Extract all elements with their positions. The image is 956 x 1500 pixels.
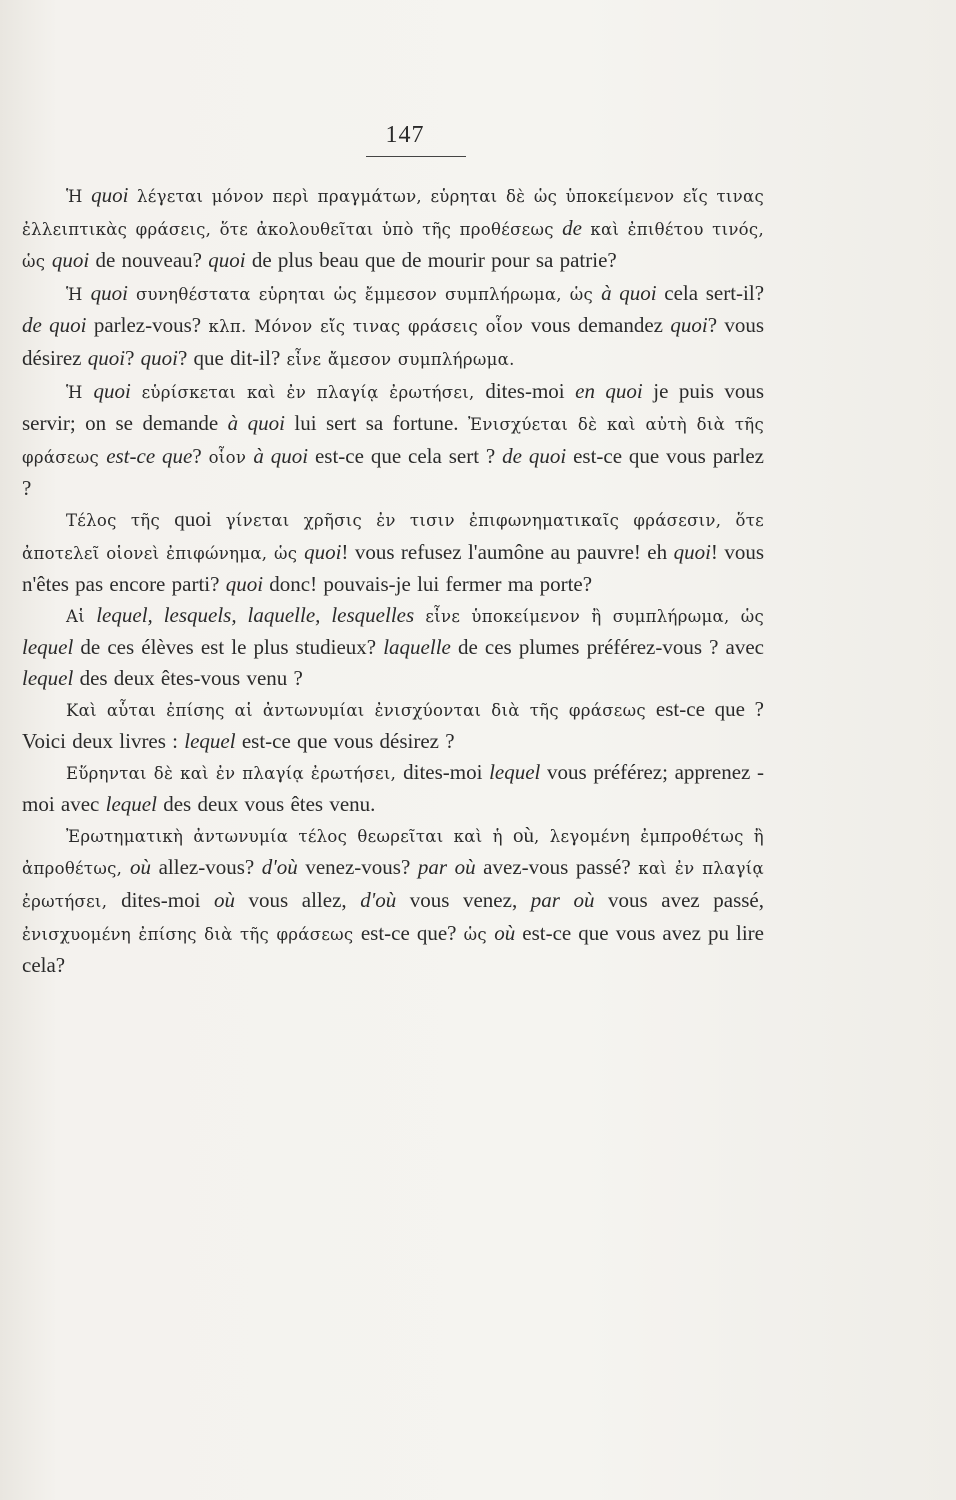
paragraph [22, 694, 764, 757]
italic-term: lequel, lesquels, laquelle, lesquelles [96, 602, 415, 627]
italic-term: lequel [489, 759, 541, 784]
greek-text: Εὕρηνται δὲ καὶ ἐν πλαγίᾳ ἐρωτήσει, [66, 763, 404, 783]
italic-term: où [494, 920, 516, 945]
italic-term: d'où [360, 888, 397, 913]
greek-text: Τέλος τῆς [66, 510, 175, 530]
french-text: parlez-vous? [86, 313, 209, 338]
french-text: de plus beau que de mourir pour sa patrie? [245, 248, 617, 273]
italic-term: quoi [670, 313, 708, 338]
greek-text: εἶνε ἄμεσον συμπλήρωμα. [286, 349, 515, 369]
french-text: dites-moi [485, 378, 576, 403]
french-text: est-ce que vous désirez ? [235, 729, 455, 754]
paragraph [22, 278, 764, 376]
greek-text: γίνεται χρῆσις ἐν τισιν ἐπιφωνηματικαῖς φράσεσιν, ὅτε ἀποτελεῖ οἱονεὶ ἐπιφώνημα, ὡς [22, 510, 764, 563]
italic-term: lequel [22, 665, 74, 690]
french-text: dites-moi [121, 888, 214, 913]
french-text: quoi [174, 506, 212, 531]
page-number: 147 [385, 122, 425, 148]
greek-text: Ἡ [66, 187, 92, 206]
italic-term: par où [530, 888, 595, 913]
paragraph [22, 820, 764, 981]
french-text: dites-moi [403, 759, 490, 784]
italic-term: quoi [208, 248, 246, 273]
greek-text: ὡς [463, 924, 495, 944]
french-text: vous allez, [234, 888, 361, 913]
paragraph [22, 600, 764, 694]
italic-term: lequel [184, 729, 236, 754]
italic-term: quoi [90, 280, 128, 305]
french-text: ! vous n'êtes pas encore parti? [22, 539, 765, 597]
italic-term: quoi [304, 539, 342, 564]
greek-text: Ἐρωτηματικὴ ἀντωνυμία τέλος θεωρεῖται καὶ ἡ [66, 826, 513, 846]
french-text: de ces élèves est le plus studieux? [73, 635, 384, 660]
french-text: est-ce que vous parlez ? [22, 443, 764, 501]
greek-text: καὶ ἐν πλαγίᾳ ἐρωτήσει, [22, 859, 764, 912]
greek-text: Καὶ αὗται ἐπίσης αἱ ἀντωνυμίαι ἐνισχύονται διὰ τῆς φράσεως [66, 700, 656, 720]
italic-term: quoi [87, 345, 126, 370]
italic-term: d'où [261, 855, 298, 880]
paragraph [22, 504, 764, 600]
french-text: ! vous refusez l'aumône au pauvre! eh [341, 539, 674, 564]
french-text: de ces plumes préférez-vous ? avec [450, 635, 764, 660]
italic-term: quoi [51, 248, 90, 273]
italic-term: quoi [93, 378, 131, 403]
french-text: venez-vous? [297, 855, 418, 880]
french-text: est-ce que? [360, 920, 464, 945]
greek-text: Ἡ [66, 284, 91, 304]
paragraph [22, 376, 764, 504]
paragraph [22, 180, 764, 278]
italic-term: quoi [91, 183, 129, 207]
italic-term: où [213, 888, 235, 913]
french-text: allez-vous? [151, 855, 262, 880]
french-text: vous avez passé, [594, 888, 765, 913]
french-text: de nouveau? [89, 248, 209, 273]
french-text: est-ce que cela sert ? [308, 443, 503, 468]
italic-term: de quoi [22, 313, 87, 338]
italic-term: à quoi [601, 280, 657, 305]
french-text: lui sert sa fortune. [284, 411, 468, 436]
greek-text: λέγεται μόνον περὶ πραγμάτων, εὑρηται δὲ ὡς ὑποκείμενον εἴς τινας ἐλλειπτικὰς φράσεις, ὅτε ἀκολουθεῖται ὑπὸ τῆς προθέσεως [22, 187, 764, 239]
french-text: ? que dit-il? [177, 345, 287, 370]
greek-text: κλπ. Μόνον εἴς τινας φράσεις οἷον [208, 317, 531, 337]
french-text: où [513, 822, 534, 847]
italic-term: laquelle [383, 635, 451, 660]
french-text: ? [125, 345, 141, 370]
italic-term: par où [417, 855, 476, 880]
french-text: des deux êtes-vous venu ? [73, 665, 303, 690]
greek-text: , λεγομένη ἐμπροθέτως ἢ ἀπροθέτως, [22, 826, 764, 879]
italic-term: de quoi [502, 443, 567, 468]
greek-text: καὶ ἐπιθέτου τινός, ὡς [22, 219, 764, 272]
italic-term: quoi [225, 572, 264, 597]
french-text: avez-vous passé? [475, 855, 639, 880]
greek-text: Ἐνισχύεται δὲ καὶ αὐτὴ διὰ τῆς φράσεως [22, 415, 764, 467]
french-text: cela sert-il? [656, 280, 765, 305]
french-text: est-ce que vous avez pu lire cela? [22, 920, 764, 978]
italic-term: à quoi [253, 443, 309, 468]
greek-text: Αἱ [66, 606, 97, 626]
greek-text: ἐνισχυομένη ἐπίσης διὰ τῆς φράσεως [22, 924, 361, 944]
greek-text: εἶνε ὑποκείμενον ἢ συμπλήρωμα, ὡς [414, 606, 765, 626]
italic-term: quoi [673, 539, 711, 564]
french-text: vous préférez; apprenez - moi avec [22, 759, 764, 817]
body-text [22, 180, 764, 981]
italic-term: lequel [22, 635, 74, 660]
italic-term: de [562, 215, 582, 240]
italic-term: en quoi [575, 378, 643, 403]
paragraph [22, 757, 764, 820]
italic-term: à quoi [227, 411, 285, 436]
greek-text: συνηθέστατα εὑρηται ὡς ἔμμεσον συμπλήρωμα, ὡς [127, 284, 602, 304]
french-text: est-ce que ? Voici deux livres : [22, 696, 764, 754]
greek-text: Ἡ [66, 382, 94, 402]
french-text: vous demandez [530, 313, 671, 338]
french-text: vous venez, [396, 888, 531, 913]
page-number-rule [366, 156, 466, 157]
french-text: des deux vous êtes venu. [156, 792, 376, 817]
italic-term: lequel [105, 792, 157, 817]
french-text: donc! pouvais-je lui fermer ma porte? [263, 572, 593, 597]
italic-term: quoi [140, 345, 178, 370]
french-text: je puis vous servir; on se demande [22, 378, 765, 436]
french-text: ? [192, 443, 209, 468]
italic-term: où [130, 855, 152, 880]
italic-term: est-ce que [106, 443, 193, 468]
greek-text: εὑρίσκεται καὶ ἐν πλαγίᾳ ἐρωτήσει, [130, 382, 486, 402]
greek-text: οἷον [208, 447, 254, 467]
french-text: ? vous désirez [22, 313, 765, 370]
